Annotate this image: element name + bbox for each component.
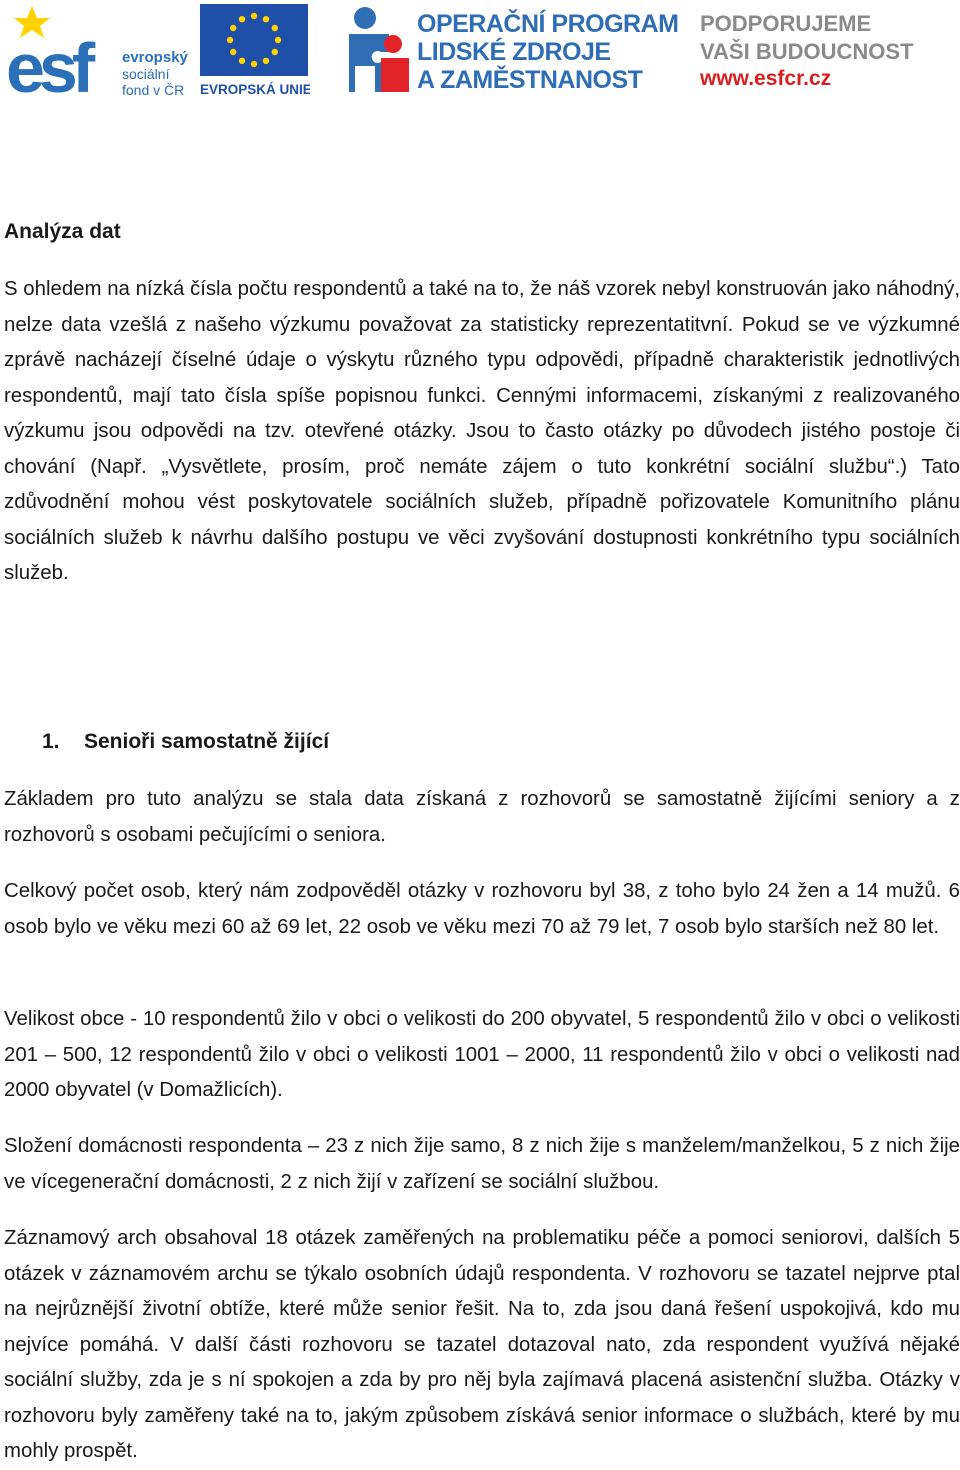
esf-line2: sociální: [122, 66, 170, 82]
esf-logo: [4, 4, 194, 96]
esf-wordmark: esf: [6, 29, 90, 96]
esf-line3: fond v ČR: [122, 82, 185, 96]
esf-line1: evropský: [122, 49, 188, 66]
slogan-url: www.esfcr.cz: [700, 67, 832, 90]
slogan-line2: VAŠI BUDOUCNOST: [700, 39, 914, 64]
subsection-heading: [42, 728, 329, 756]
slogan-logo: [700, 10, 940, 96]
op-line2: LIDSKÉ ZDROJE: [417, 38, 611, 66]
subsection-number: 1.: [42, 730, 60, 753]
eu-logo: [200, 4, 310, 96]
op-lzz-logo: [345, 4, 679, 96]
puzzle-figure-icon: [345, 4, 415, 96]
eu-caption: EVROPSKÁ UNIE: [200, 82, 310, 96]
slogan-line1: PODPORUJEME: [700, 11, 872, 36]
intro-paragraph: S ohledem na nízká čísla počtu respondentů a také na to, že náš vzorek nebyl konstruován jako náhodný, nelze data vzešlá z našeho výzkumu považovat za statisticky reprezentatitvní. Pokud se ve výzkumné zprávě nacházejí číselné údaje o výskytu různého typu odpovědi, případně charakteristik jednotlivých respondentů, mají tato čísla spíše popisnou funkci. Cennými informacemi, získanými z realizovaného výzkumu jsou odpovědi na tzv. otevřené otázky. Jsou to často otázky po důvodech jistého postoje či chování (Např. „Vysvětlete, prosím, proč nemáte zájem o tuto konkrétní sociální službu“.) Tato zdůvodnění mohou vést poskytovatele sociálních služeb, případně pořizovatele Komunitního plánu sociálních služeb k návrhu dalšího postupu ve věci zvyšování dostupnosti konkrétního typu sociálních služeb.: [4, 278, 960, 584]
eu-flag-graphic: [200, 4, 310, 96]
esf-logo-graphic: [4, 4, 194, 96]
paragraph-respondent-count: Celkový počet osob, který nám zodpověděl otázky v rozhovoru byl 38, z toho bylo 24 žen a 14 mužů. 6 osob bylo ve věku mezi 60 až 69 let, 22 osob ve věku mezi 70 až 79 let, 7 osob bylo starších než 80 let.: [4, 880, 960, 938]
op-line3: A ZAMĚSTNANOST: [417, 66, 643, 94]
paragraph-municipality-size: Velikost obce - 10 respondentů žilo v obci o velikosti do 200 obyvatel, 5 respondentů žilo v obci o velikosti 201 – 500, 12 respondentů žilo v obci o velikosti 1001 – 2000, 11 respondentů žilo v obci o velikosti nad 2000 obyvatel (v Domažlicích).: [4, 1008, 960, 1101]
paragraph-questionnaire: Záznamový arch obsahoval 18 otázek zaměřených na problematiku péče a pomoci seniorovi, dalších 5 otázek v záznamovém archu se týkalo osobních údajů respondenta. V rozhovoru se tazatel nejprve ptal na nejrůznější životní obtíže, které může senior řešit. Na to, zda jsou daná řešení uspokojivá, kdo mu nejvíce pomáhá. V další části rozhovoru se tazatel dotazoval nato, zda respondent využívá nějaké sociální služby, zda je s ní spokojen a zda by pro něj byla zajímavá placená asistenční služba. Otázky v rozhovoru byly zaměřeny také na to, jakým způsobem získává senior informace o službách, které by mu mohly prospět.: [4, 1227, 960, 1462]
subsection-title: Senioři samostatně žijící: [84, 730, 330, 753]
op-text: [417, 10, 678, 94]
logo-strip: [0, 0, 960, 110]
paragraph-household: Složení domácnosti respondenta – 23 z nich žije samo, 8 z nich žije s manželem/manželkou, 5 z nich žije ve vícegenerační domácnosti, 2 z nich žijí v zařízení se sociální službou.: [4, 1135, 960, 1193]
section-title: Analýza dat: [4, 220, 121, 243]
op-line1: OPERAČNÍ PROGRAM: [417, 10, 679, 38]
paragraph-basis: Základem pro tuto analýzu se stala data získaná z rozhovorů se samostatně žijícími seniory a z rozhovorů s osobami pečujícími o seniora.: [4, 788, 960, 846]
